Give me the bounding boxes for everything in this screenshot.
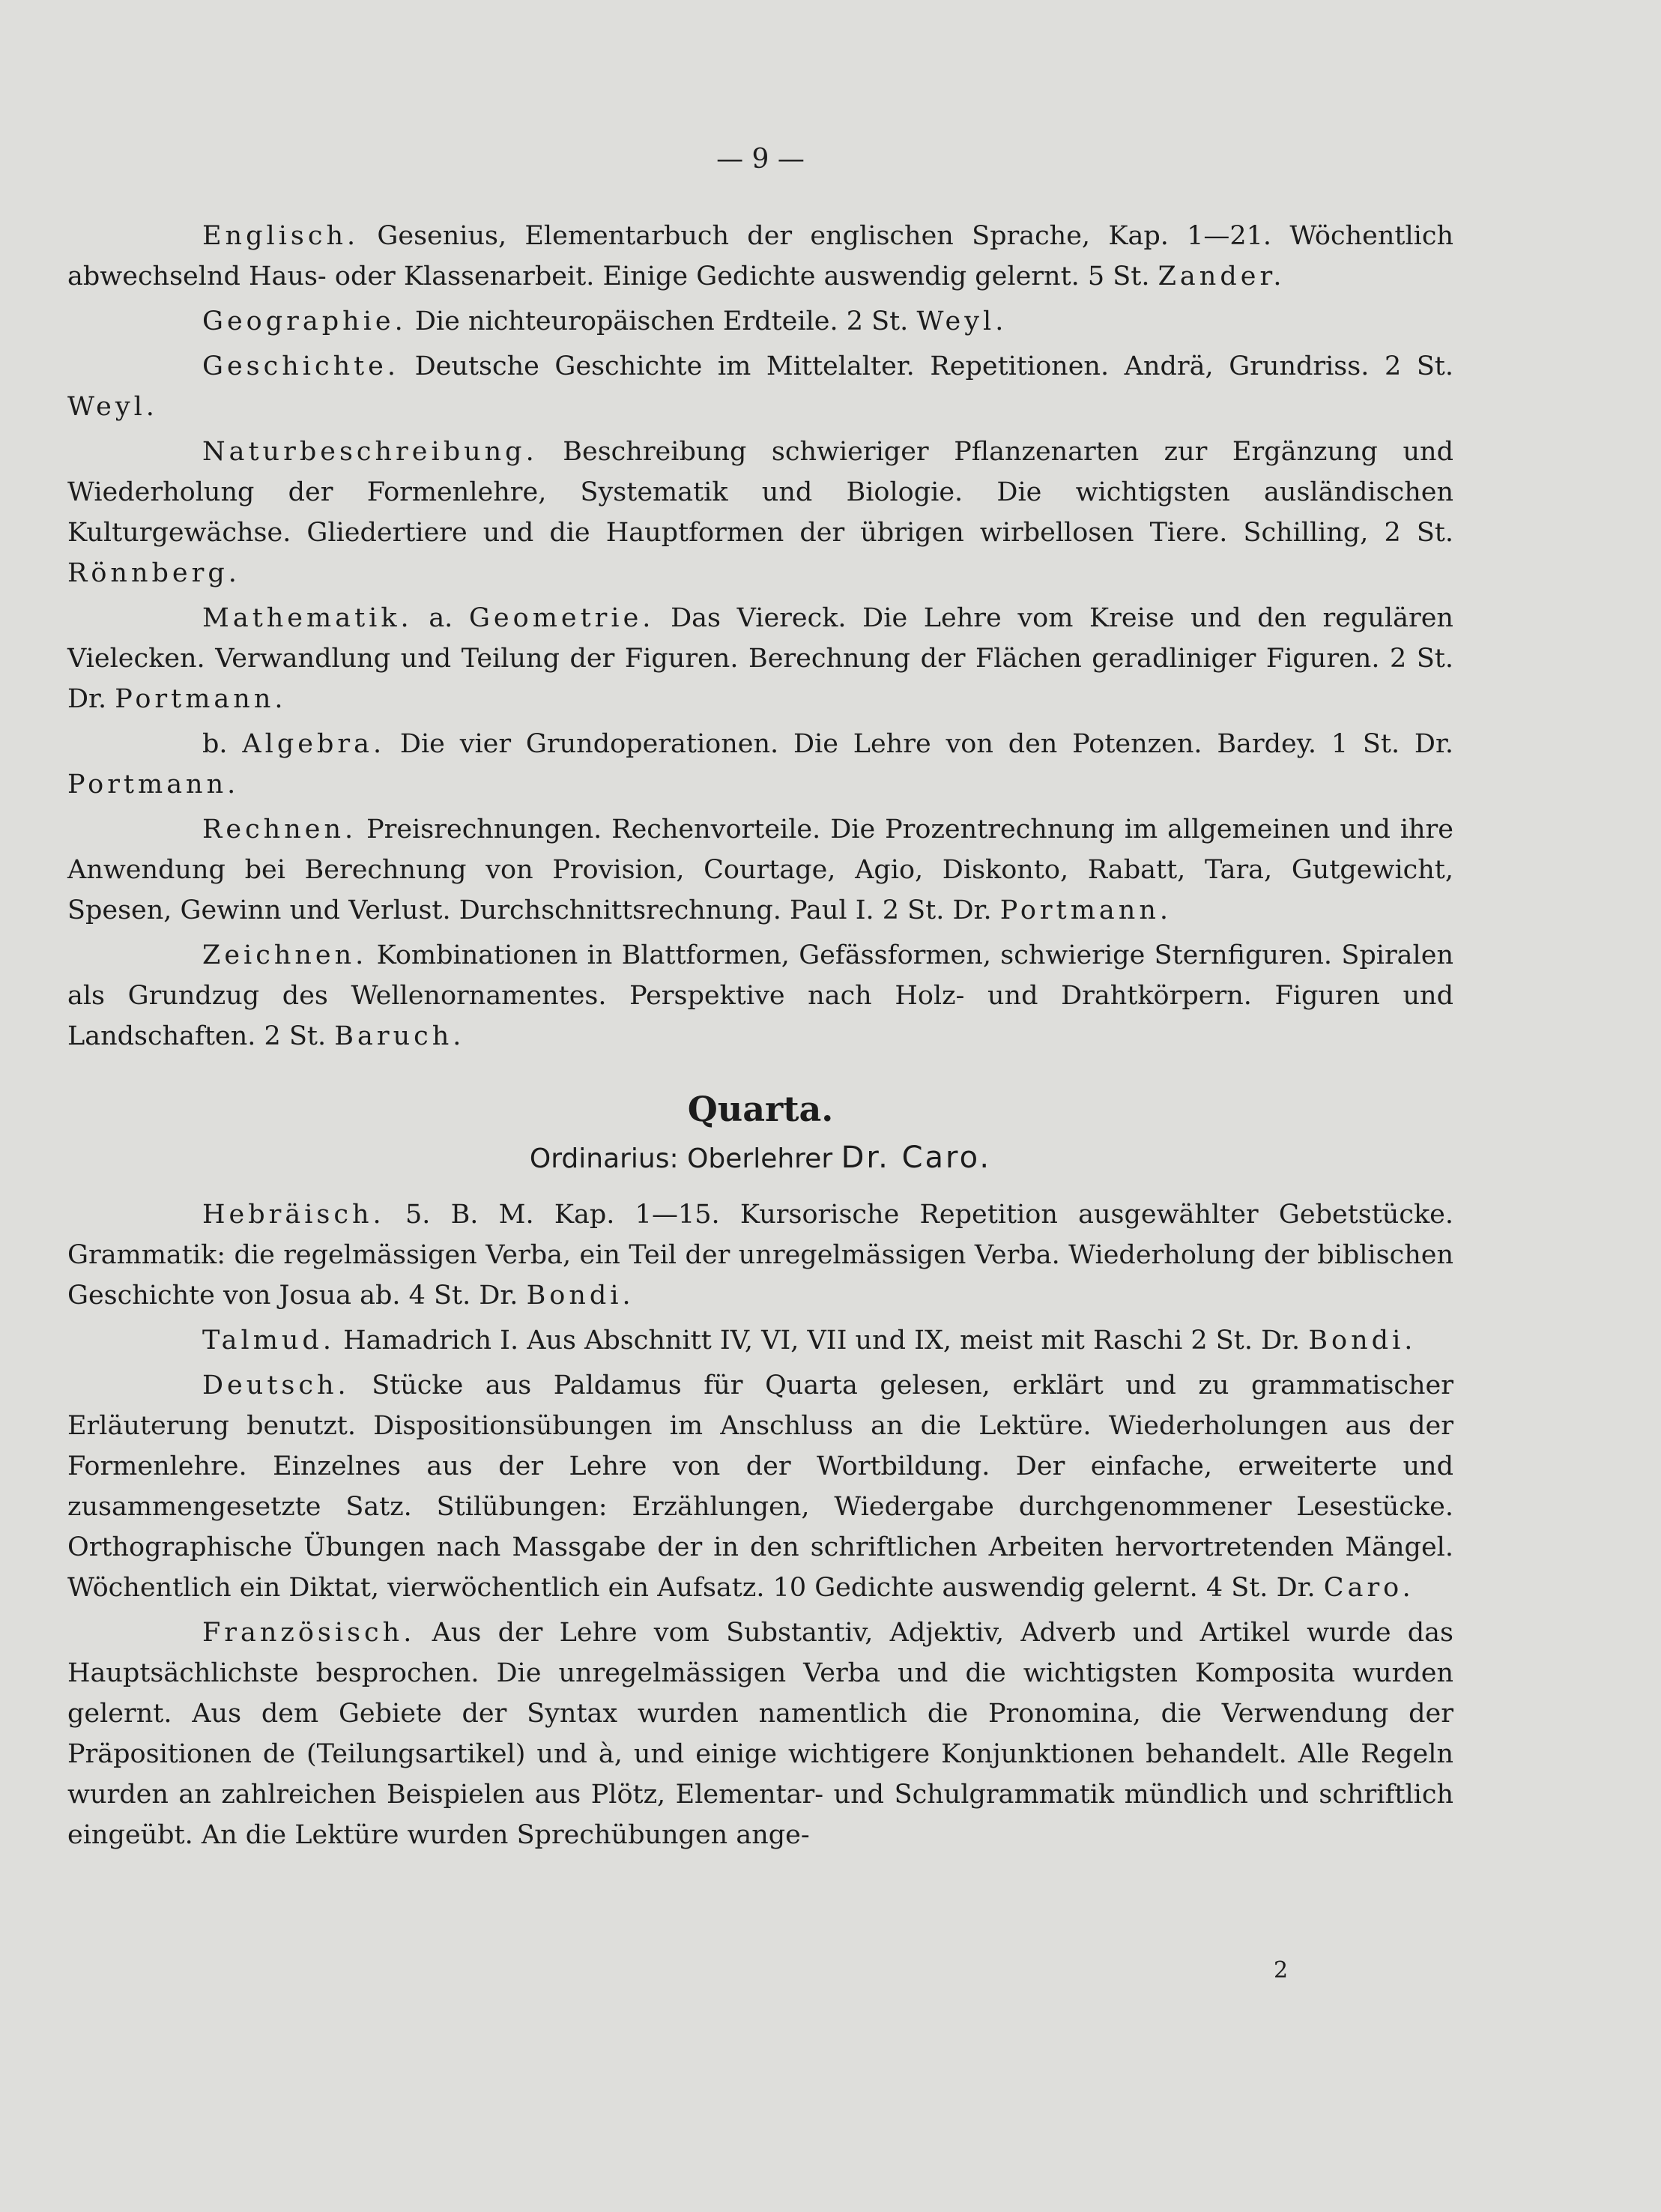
ordinarius-line xyxy=(67,1137,1453,1179)
paragraph-mathematik-b xyxy=(67,724,1453,805)
paragraph-text: Stücke aus Paldamus für Quarta gelesen, erklärt und zu grammatischer Erläuterung benutzt. Dispositionsübungen im Anschluss an die Lektüre. Wiederholungen aus der Formenlehre. Einzelnes aus der Lehre von der Wortbildung. Der einfache, erweiterte und zusammengesetzte Satz. Stilübungen: Erzählungen, Wiedergabe durchgenommener Lesestücke. Orthographische Übungen nach Massgabe der in den schriftlichen Arbeiten hervortretenden Mängel. Wöchentlich ein Diktat, vierwöchentlich ein Aufsatz. 10 Gedichte auswendig gelernt. 4 St. xyxy=(67,1371,1453,1603)
teacher-name: Baruch. xyxy=(334,1021,465,1051)
paragraph-text: Preisrechnungen. Rechenvorteile. Die Prozentrechnung im allgemeinen und ihre Anwendung bei Berechnung von Provision, Courtage, Agio, Diskonto, Rabatt, Tara, Gutgewicht, Spesen, Gewinn und Verlust. Durchschnittsrechnung. Paul I. 2 St. xyxy=(67,815,1453,925)
teacher-name: Bondi. xyxy=(1308,1326,1417,1356)
teacher-name: Weyl. xyxy=(916,306,1008,336)
paragraph-franzoesisch xyxy=(67,1613,1453,1855)
paragraph-geschichte xyxy=(67,346,1453,427)
paragraph-mathematik-a xyxy=(67,598,1453,719)
subject-label: Naturbeschreibung. xyxy=(202,437,538,467)
paragraph-text: Hamadrich I. Aus Abschnitt IV, VI, VII und IX, meist mit Raschi 2 St. xyxy=(343,1326,1253,1356)
subject-label: Französisch. xyxy=(202,1618,416,1648)
part-marker: a. xyxy=(429,603,453,633)
section-heading: Quarta. xyxy=(687,1089,834,1129)
paragraph-text: Gesenius, Elementarbuch der englischen Sprache, Kap. 1—21. Wöchentlich abwechselnd Haus- oder Klassenarbeit. Einige Gedichte auswendig gelernt. 5 St. xyxy=(67,221,1453,291)
paragraph-text: Aus der Lehre vom Substantiv, Adjektiv, Adverb und Artikel wurde das Hauptsächlichste besprochen. Die unregelmässigen Verba und die wichtigsten Komposita wurden gelernt. Aus dem Gebiete der Syntax wurden namentlich die Pronomina, die Verwendung der Präpositionen de (Teilungsartikel) und à, und einige wichtigere Konjunktionen behandelt. Alle Regeln wurden an zahlreichen Beispielen aus Plötz, Elementar- und Schulgrammatik mündlich und schriftlich eingeübt. An die Lektüre wurden Sprechübungen ange- xyxy=(67,1618,1453,1850)
teacher-name: Portmann. xyxy=(67,770,240,800)
ordinarius-name: Dr. Caro. xyxy=(841,1140,992,1175)
subject-label: Englisch. xyxy=(202,221,360,251)
paragraph-talmud xyxy=(67,1320,1453,1361)
ordinarius-label: Ordinarius: Oberlehrer xyxy=(529,1143,833,1174)
teacher-name: Zander. xyxy=(1158,262,1286,291)
paragraph-rechnen xyxy=(67,809,1453,931)
teacher-name: Portmann. xyxy=(115,684,287,714)
teacher-prefix: Dr. xyxy=(479,1281,518,1311)
subject-label: Deutsch. xyxy=(202,1371,350,1400)
teacher-prefix: Dr. xyxy=(952,895,992,925)
teacher-prefix: Dr. xyxy=(1261,1326,1301,1356)
paragraph-text: 5. B. M. Kap. 1—15. Kursorische Repetition ausgewählter Gebetstücke. Grammatik: die regelmässigen Verba, ein Teil der unregelmässigen Verba. Wiederholung der biblischen Geschichte von Josua ab. 4 St. xyxy=(67,1200,1453,1311)
paragraph-text: Beschreibung schwieriger Pflanzenarten zur Ergänzung und Wiederholung der Formenlehre, Systematik und Biologie. Die wichtigsten ausländischen Kulturgewächse. Gliedertiere und die Hauptformen der übrigen wirbellosen Tiere. Schilling, 2 St. xyxy=(67,437,1453,548)
page-content xyxy=(67,216,1453,1860)
part-marker: b. xyxy=(202,729,228,759)
teacher-name: Rönnberg. xyxy=(67,558,240,588)
paragraph-hebraeisch xyxy=(67,1194,1453,1316)
part-title: Geometrie. xyxy=(468,603,655,633)
subject-label: Geschichte. xyxy=(202,351,400,381)
subject-label: Mathematik. xyxy=(202,603,413,633)
paragraph-text: Die vier Grundoperationen. Die Lehre von den Potenzen. Bardey. 1 St. xyxy=(399,729,1400,759)
subject-label: Hebräisch. xyxy=(202,1200,385,1230)
teacher-name: Portmann. xyxy=(999,895,1172,925)
paragraph-text: Die nichteuropäischen Erdteile. 2 St. xyxy=(414,306,909,336)
teacher-prefix: Dr. xyxy=(1276,1573,1316,1603)
part-title: Algebra. xyxy=(242,729,386,759)
paragraph-text: Kombinationen in Blattformen, Gefässformen, schwierige Sternfiguren. Spiralen als Grundzug des Wellenornamentes. Perspektive nach Holz- und Drahtkörpern. Figuren und Landschaften. 2 St. xyxy=(67,940,1453,1051)
subject-label: Talmud. xyxy=(202,1326,335,1356)
teacher-name: Caro. xyxy=(1323,1573,1415,1603)
teacher-name: Bondi. xyxy=(526,1281,635,1311)
paragraph-deutsch xyxy=(67,1365,1453,1608)
teacher-prefix: Dr. xyxy=(1414,729,1453,759)
paragraph-englisch xyxy=(67,216,1453,297)
signature-mark: 2 xyxy=(1274,1957,1289,1983)
subject-label: Zeichnen. xyxy=(202,940,368,970)
subject-label: Rechnen. xyxy=(202,815,357,844)
paragraph-text: Das Viereck. Die Lehre vom Kreise und den regulären Vielecken. Verwandlung und Teilung der Figuren. Berechnung der Flächen geradliniger Figuren. 2 St. xyxy=(67,603,1453,674)
paragraph-text: Deutsche Geschichte im Mittelalter. Repetitionen. Andrä, Grundriss. 2 St. xyxy=(414,351,1453,381)
teacher-prefix: Dr. xyxy=(67,684,107,714)
subject-label: Geographie. xyxy=(202,306,407,336)
paragraph-naturbeschreibung xyxy=(67,432,1453,593)
teacher-name: Weyl. xyxy=(67,392,158,422)
page-number: — 9 — xyxy=(716,144,805,175)
paragraph-zeichnen xyxy=(67,935,1453,1057)
paragraph-geographie xyxy=(67,301,1453,342)
